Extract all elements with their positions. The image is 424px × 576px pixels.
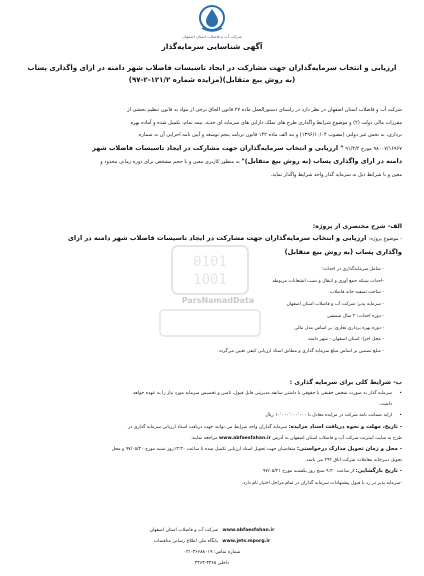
svg-text:0101: 0101 (193, 254, 227, 270)
condition-item: - تاریخ، مهلت و نحوه دریافت اسناد مزایده: سرمایه گذاران واجد شرایط می توانند جهت دریافت اسناد ارزیابی سرمایه گذاری در (128, 423, 402, 430)
subtitle-line-2: (به روش بیع متقابل)(مزایده شماره ۱۲۱/۲-۲-۹۷) (128, 76, 296, 84)
intro-line: برداری، به بخش غیر دولتی (مصوب ۱۳۹۶/۱۰/۰۴) و بند الف ماده ۱۴۲ قانون برنامه پنجم توسعه و آیین نامه اجرایی آن به شماره (138, 132, 402, 139)
list-item: - دوره بهره برداری تجاری: بر اساس مدل مالی (294, 325, 384, 331)
footer-phone: شماره تماس: ۳۶۶۸۸۰۱۹-۰۳۱ (183, 550, 241, 555)
footer-line: www.abfaesfahan.ir شرکت آب و فاضلاب استان اصفهان (149, 528, 275, 533)
intro-line: شرکت آب و فاضلاب استان اصفهان در نظر دارد در راستای دستورالعمل ماده ۲۷ قانون الحاق برخی از مواد به قانون تنظیم بخشی از (127, 107, 402, 113)
website-link[interactable]: www.abfaesfahan.ir (219, 435, 271, 441)
condition-item: • سرمایه گذار به صورت شخص حقیقی یا حقوقی با داشتن سابقه مدیریتی قابل قبول، تامین و تخصیص سرمایه مورد نیاز را به عهده خواهد داشت. (24, 388, 402, 410)
intro-paragraph (24, 104, 402, 182)
section-conditions (24, 377, 402, 489)
list-item: -احداث شبکه جمع آوری و انتقال و نصب انشعابات مربوطه (272, 278, 384, 284)
list-item: - ساخت تصفیه خانه فاضلاب (329, 290, 384, 296)
list-item: - مبلغ تضمین بر اساس مبلغ سرمایه گذاری و مطابق اسناد ارزیابی کیفی تعیین می‌گردد. (217, 348, 384, 354)
list-item: - دوره احداث: ۲ سال شمسی (326, 313, 384, 319)
condition-item: -سرمایه پذیر در رد یا قبول پیشنهادات سرمایه گذاران در تمام مراحل اختیار تام دارد. (241, 480, 402, 486)
footer-link[interactable]: www.jets.mporg.ir (222, 539, 271, 544)
footer-line: www.jets.mporg.ir پایگاه ملی اطلاع رسانی مناقصات (153, 539, 271, 544)
condition-item: - تاریخ بازگشایی: از ساعت ۹:۳۰ صبح روز یکشنبه مورخ ۹۷/۰۵/۲۱ (262, 468, 402, 475)
list-item: - محل اجرا: استان اصفهان - شهر دامنه (308, 337, 384, 343)
intro-line: دامنه در ازای واگذاری پساب (به روش بیع متقابل)" به منظور کاربری معین و با حجم مشخص برای دوره زمانی محدود و (100, 157, 402, 166)
contact-footer (0, 525, 424, 569)
company-logo-icon (196, 4, 228, 36)
section-project (24, 221, 402, 259)
condition-item: - محل و زمان تحویل مدارک درخواستی: متقاضیان جهت تحویل اسناد ارزیابی تکمیل شده تا ساعت ۱۳:۳۰روز شنبه مورخ ۹۷/۰۵/۲۰ و محل (111, 446, 402, 453)
list-item: - شامل سرمایه‌گذاری در احداث: (321, 267, 384, 272)
footer-link[interactable]: www.abfaesfahan.ir (222, 528, 275, 533)
condition-item: تحویل دبیرخانه معاملات شرکت اتاق ۲۹۲ می باشد. (304, 458, 402, 464)
section-heading: ب- شرایط کلی برای سرمایه گذاری : (289, 379, 402, 386)
svg-text:1001: 1001 (193, 272, 227, 288)
page-title: آگهی شناسایی سرمایه‌گذار (161, 42, 263, 51)
subtitle-line-1: ارزیابی و انتخاب سرمایه‌گذاران جهت مشارکت در ایجاد تاسیسات فاضلاب شهر دامنه در ازای واگذاری پساب (27, 64, 397, 72)
intro-line: معین و با شرایط ذیل به سرمایه گذار واجد شرایط واگذار نماید. (270, 171, 402, 178)
project-subject: - موضوع پروژه: ارزیابی و انتخاب سرمایه‌گذاران جهت مشارکت در ایجاد تاسیسات فاضلاب شهر دامنه در ازای (67, 234, 402, 242)
intro-line: مقررات مالی دولت (۲) و موضوع شرایط واگذاری طرح های تملک دارایی های سرمایه ای جدید، نیمه تمام، تکمیل شده و آماده بهره (130, 119, 402, 126)
footer-ext: داخلی ۳۳۶۵-۳۳۶۳ (194, 561, 230, 566)
section-heading: الف- شرح مختصری از پروژه: (312, 223, 402, 230)
list-item: - سرمایه پذیر: شرکت آب و فاضلاب استان اصفهان (286, 302, 384, 308)
condition-item: طرح به سایت اینترنت شرکت آب و فاضلاب استان اصفهان به آدرس www.abfaesfahan.ir مراجعه نمایند. (190, 435, 402, 441)
page-subtitle (22, 62, 402, 86)
org-name: شرکت آب و فاضلاب استان اصفهان (182, 34, 242, 39)
intro-line: ۹۸۰۰۷/۱۶۹۶۷ مورخ ۹۱/۴/۲ " ارزیابی و انتخاب سرمایه‌گذاران جهت مشارکت در ایجاد تاسیسات فاضلاب شهر (92, 143, 402, 152)
project-subject-cont: واگذاری پساب (به روش بیع متقابل) (284, 248, 402, 256)
condition-item: • ارایه ضمانت نامه شرکت در مزایده معادل با ۱۰٬۰۰۰٬۰۰۰٬۰۰۰ ریال (24, 410, 402, 421)
scope-list (24, 264, 384, 358)
watermark-text: ParsNamadData (181, 296, 255, 305)
